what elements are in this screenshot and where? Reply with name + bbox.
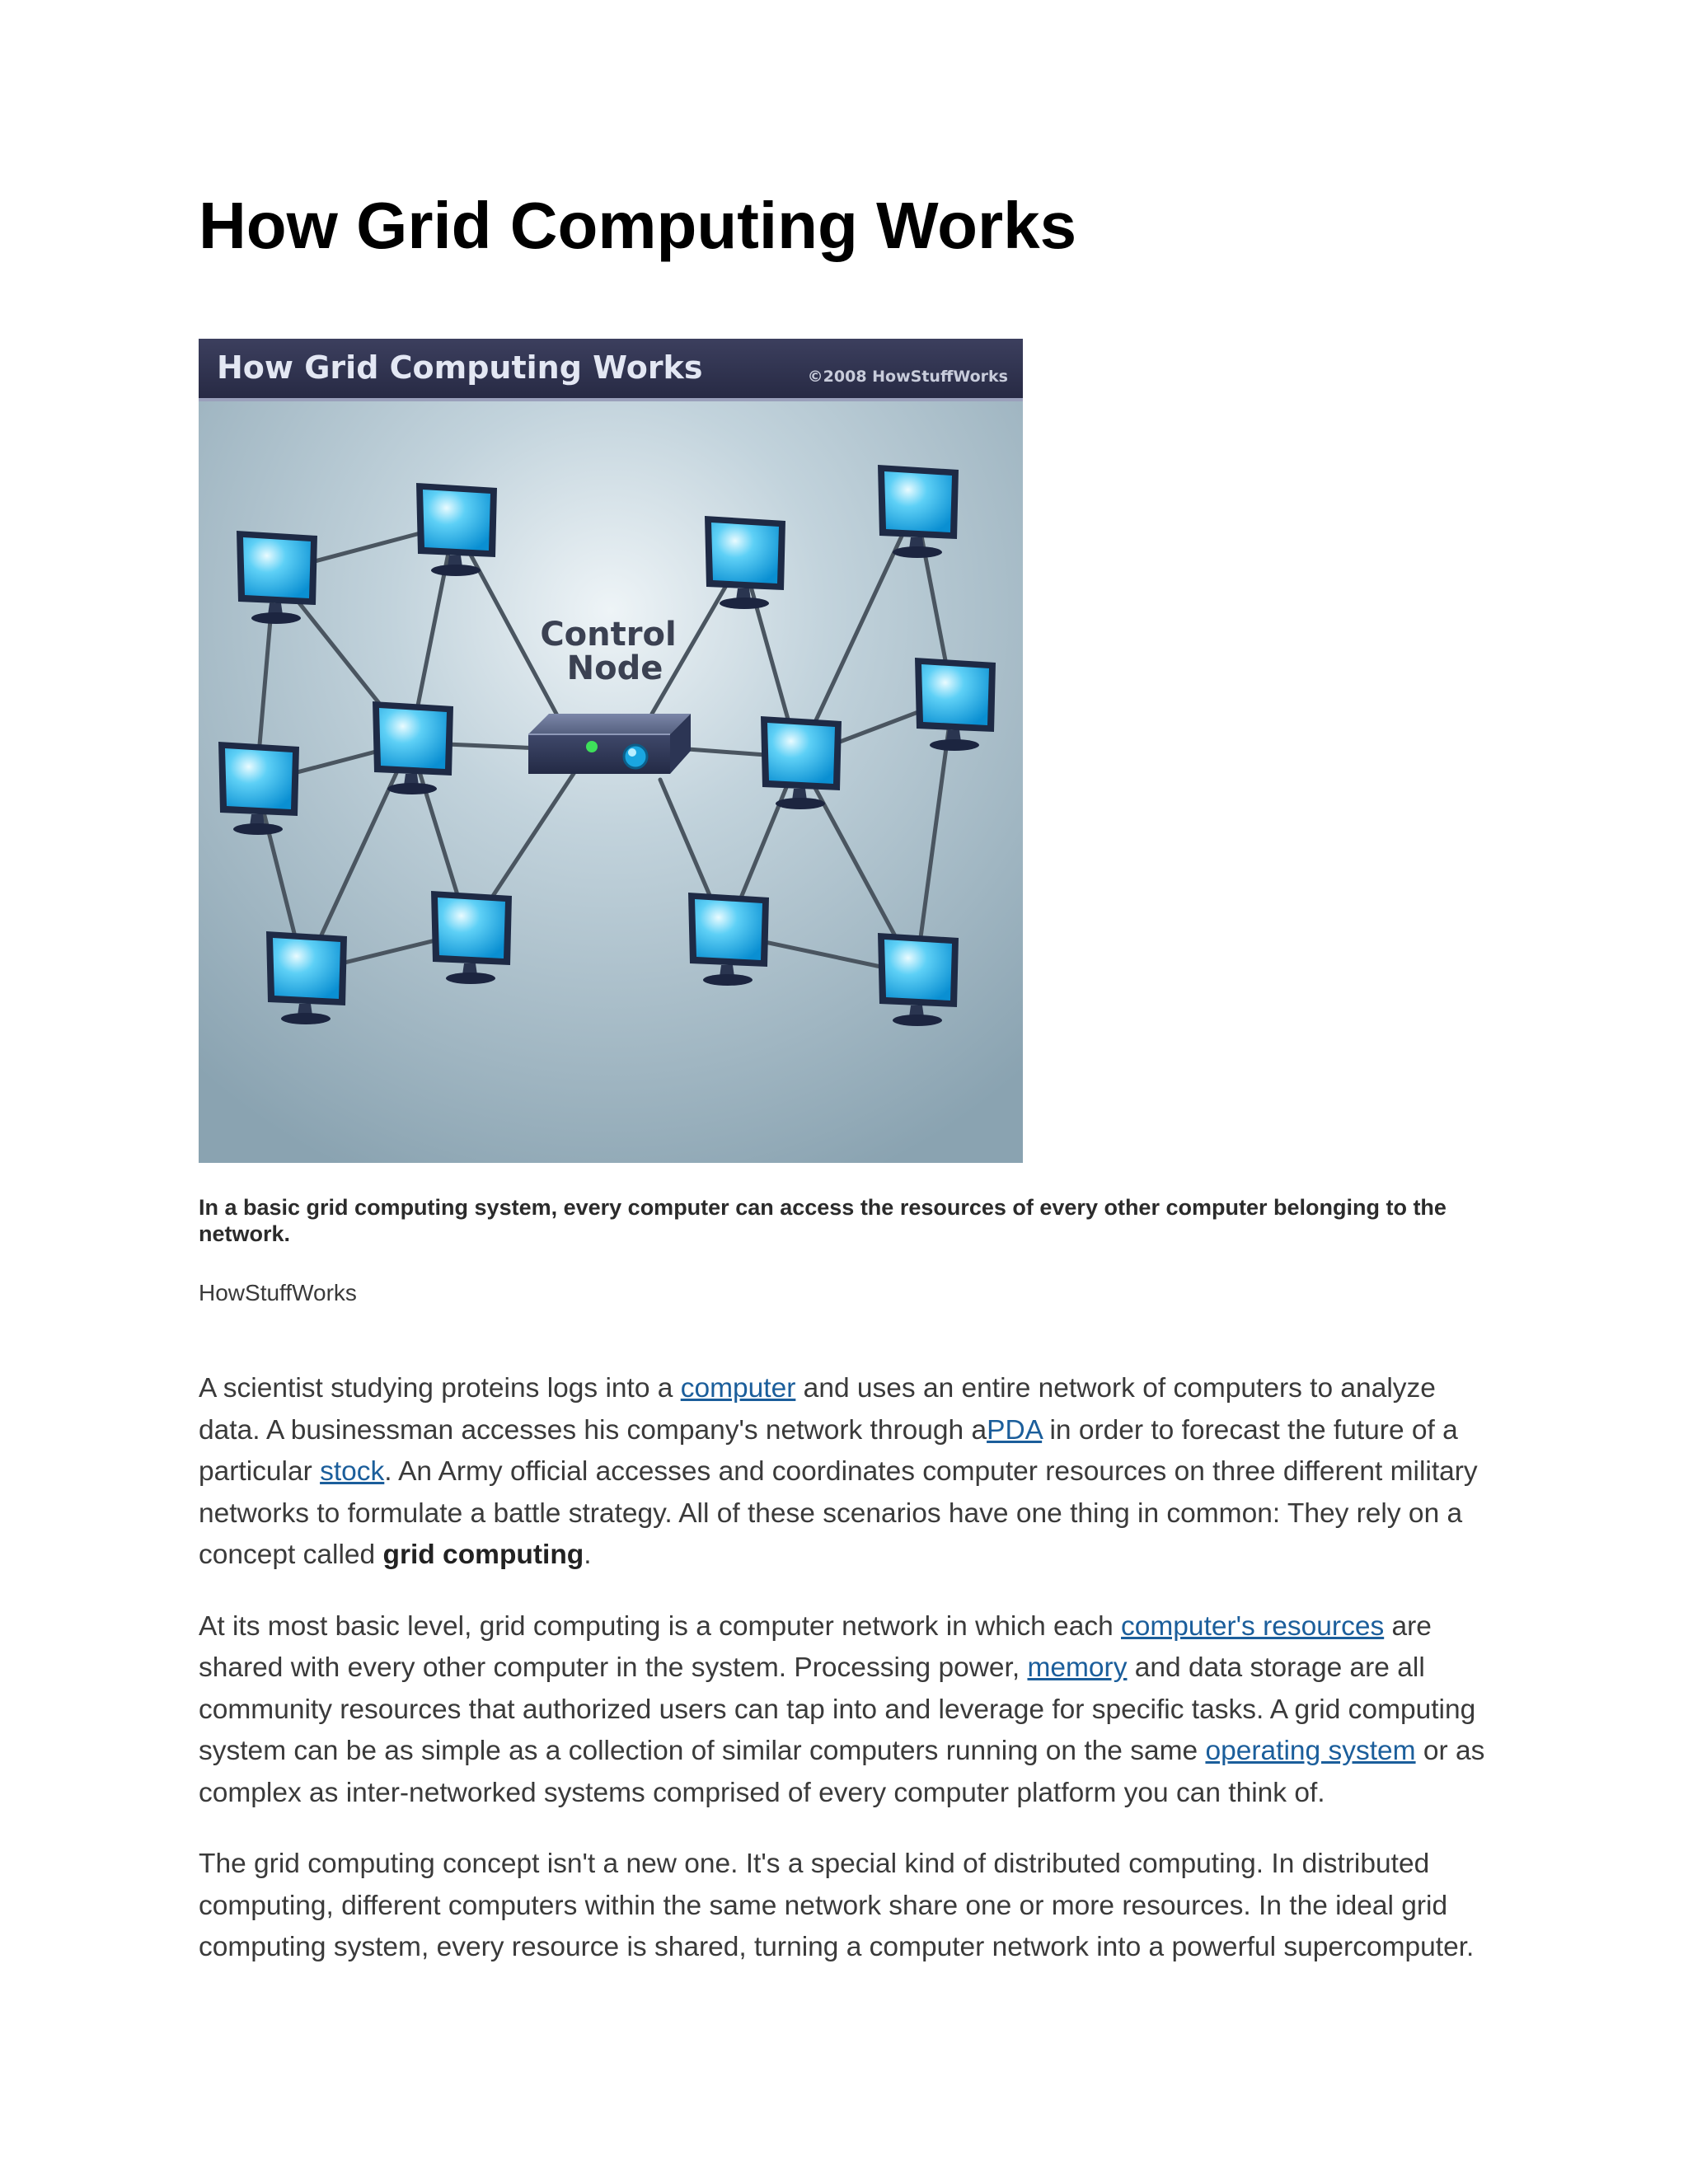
paragraph-3 [199,1844,1501,1969]
link-computer[interactable]: computer [680,1373,796,1404]
paragraph-2 [199,1606,1501,1815]
figure-caption: In a basic grid computing system, every computer can access the resources of every other computer belonging to the network. [199,1195,1447,1247]
article-body [199,1368,1501,1999]
control-node-label-line2: Node [566,649,663,687]
grid-network-diagram [199,339,1023,1163]
page-title: How Grid Computing Works [199,189,1077,262]
text-run: The grid computing concept isn't a new one. It's a special kind of distributed computing. In distributed computing, different computers within the same network share one or more resources. In the ideal grid computing system, every resource is shared, turning a computer network into a powerful supercomputer. [199,1849,1475,1962]
text-run: and data storage are all community resources that authorized users can tap into and leverage for specific tasks. A grid computing system can be as simple as a collection of similar computers running on the same [199,1652,1476,1766]
control-node-server-icon [528,714,691,774]
text-run: and uses an entire network of computers to analyze data. A businessman accesses his company's network through a [199,1373,1436,1446]
link-computers-resources[interactable]: computer's resources [1121,1610,1385,1642]
grid-computing-figure [199,339,1023,1163]
text-run: or as complex as inter-networked systems comprised of every computer platform you can think of. [199,1736,1485,1808]
link-memory[interactable]: memory [1027,1652,1128,1683]
text-run: . An Army official accesses and coordinates computer resources on three different military networks to formulate a battle strategy. All of these scenarios have one thing in common: They rely on a concept called [199,1456,1478,1570]
image-credit: HowStuffWorks [199,1280,357,1305]
link-pda[interactable]: PDA [987,1414,1043,1446]
banner-copyright: ©2008 HowStuffWorks [807,368,1008,386]
link-stock[interactable]: stock [320,1456,385,1487]
control-node-label-line1: Control [540,616,677,654]
bold-term-grid-computing: grid computing [382,1540,584,1570]
link-operating-system[interactable]: operating system [1205,1736,1416,1766]
text-run: . [584,1540,592,1570]
banner-title: How Grid Computing Works [217,349,703,386]
text-run: in order to forecast the future of a particular [199,1414,1458,1487]
text-run: A scientist studying proteins logs into a [199,1373,681,1404]
text-run: are shared with every other computer in the system. Processing power, [199,1610,1432,1683]
text-run: At its most basic level, grid computing is a computer network in which each [199,1610,1122,1642]
paragraph-1 [199,1368,1501,1577]
